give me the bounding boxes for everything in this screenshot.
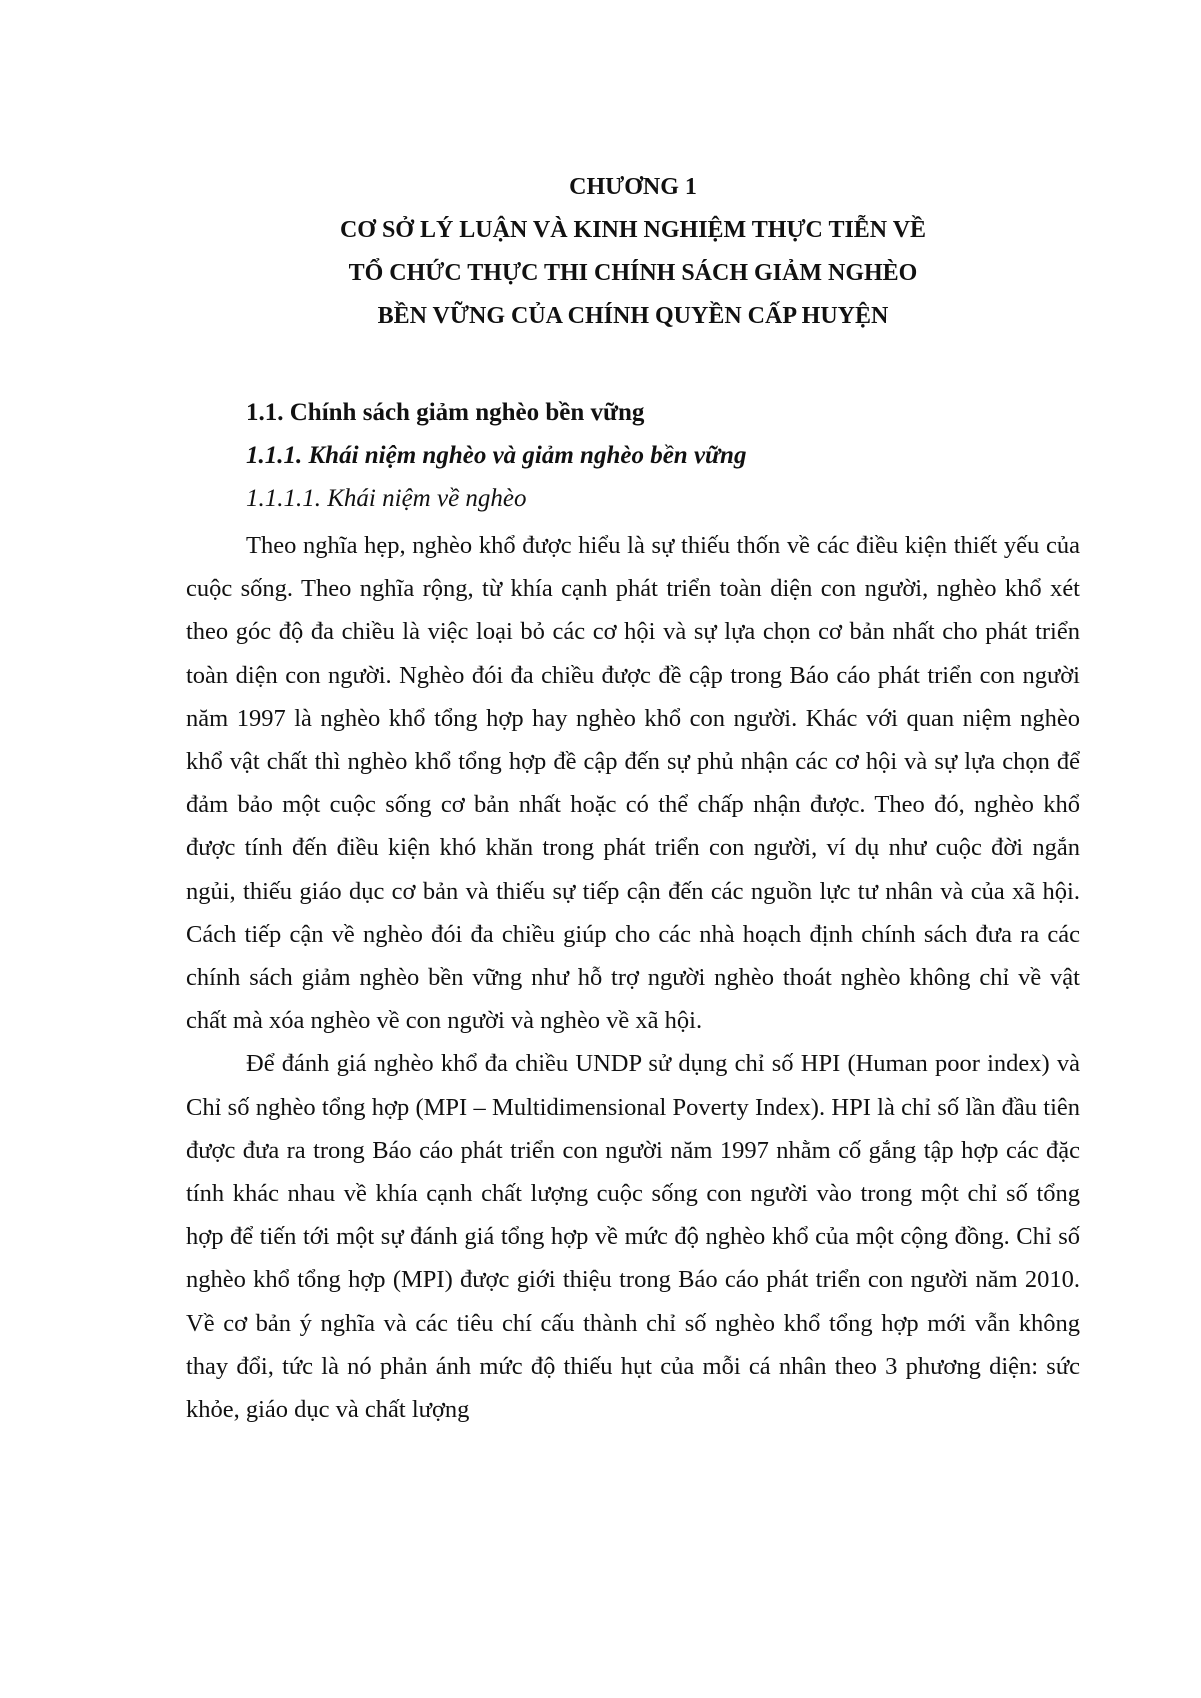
- chapter-heading: [186, 172, 1080, 341]
- chapter-title-line-1: CƠ SỞ LÝ LUẬN VÀ KINH NGHIỆM THỰC TIỄN VỀ: [339, 217, 927, 243]
- chapter-title-line-2: TỔ CHỨC THỰC THI CHÍNH SÁCH GIẢM NGHÈO: [348, 260, 918, 286]
- chapter-label: CHƯƠNG 1: [569, 174, 697, 200]
- subsubsection-heading-1-1-1-1: 1.1.1.1. Khái niệm về nghèo: [246, 485, 527, 512]
- chapter-title-line-3: BỀN VỮNG CỦA CHÍNH QUYỀN CẤP HUYỆN: [377, 303, 889, 329]
- section-heading-1-1: 1.1. Chính sách giảm nghèo bền vững: [246, 399, 645, 426]
- document-body: [186, 395, 1080, 1431]
- subsection-heading-1-1-1: 1.1.1. Khái niệm nghèo và giảm nghèo bền vững: [246, 442, 747, 469]
- body-paragraph-1: Theo nghĩa hẹp, nghèo khổ được hiểu là sự thiếu thốn về các điều kiện thiết yếu của cuộc sống. Theo nghĩa rộng, từ khía cạnh phát triển toàn diện con người, nghèo khổ xét theo góc độ đa chiều là việc loại bỏ các cơ hội và sự lựa chọn cơ bản nhất cho phát triển toàn diện con người. Nghèo đói đa chiều được đề cập trong Báo cáo phát triển con người năm 1997 là nghèo khổ tổng hợp hay nghèo khổ con người. Khác với quan niệm nghèo khổ vật chất thì nghèo khổ tổng hợp đề cập đến sự phủ nhận các cơ hội và sự lựa chọn để đảm bảo một cuộc sống cơ bản nhất hoặc có thể chấp nhận được. Theo đó, nghèo khổ được tính đến điều kiện khó khăn trong phát triển con người, ví dụ như cuộc đời ngắn ngủi, thiếu giáo dục cơ bản và thiếu sự tiếp cận đến các nguồn lực tư nhân và của xã hội. Cách tiếp cận về nghèo đói đa chiều giúp cho các nhà hoạch định chính sách đưa ra các chính sách giảm nghèo bền vững như hỗ trợ người nghèo thoát nghèo không chỉ về vật chất mà xóa nghèo về con người và nghèo về xã hội.: [186, 532, 1080, 1035]
- body-paragraph-2: Để đánh giá nghèo khổ đa chiều UNDP sử dụng chỉ số HPI (Human poor index) và Chỉ số nghèo tổng hợp (MPI – Multidimensional Poverty Index). HPI là chỉ số lần đầu tiên được đưa ra trong Báo cáo phát triển con người năm 1997 nhằm cố gắng tập hợp các đặc tính khác nhau về khía cạnh chất lượng cuộc sống con người vào trong một chỉ số tổng hợp để tiến tới một sự đánh giá tổng hợp về mức độ nghèo khổ của một cộng đồng. Chỉ số nghèo khổ tổng hợp (MPI) được giới thiệu trong Báo cáo phát triển con người năm 2010. Về cơ bản ý nghĩa và các tiêu chí cấu thành chỉ số nghèo khổ tổng hợp mới vẫn không thay đổi, tức là nó phản ánh mức độ thiếu hụt của mỗi cá nhân theo 3 phương diện: sức khỏe, giáo dục và chất lượng: [186, 1050, 1080, 1424]
